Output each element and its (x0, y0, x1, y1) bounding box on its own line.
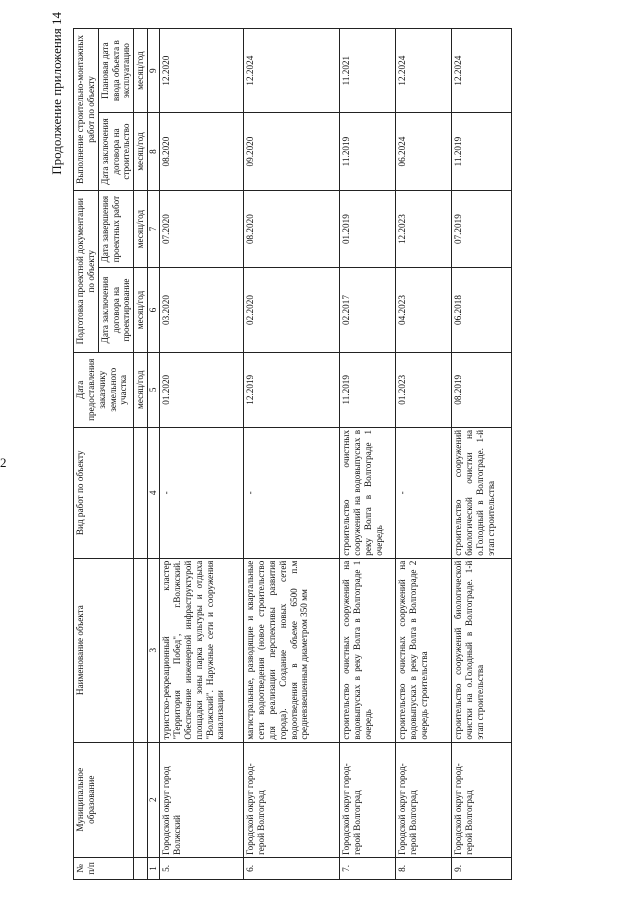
row-object-name: строительство сооружений биологической очистки на о.Голодный в Волгограде. 1-й этап строительства (452, 558, 512, 742)
row-work-type: - (160, 427, 244, 558)
row-municipality: Городской округ город-герой Волгоград (244, 742, 340, 857)
header-build-contract: Дата заключения договора на строительство (98, 113, 134, 191)
row-design-complete: 08.2020 (244, 190, 340, 268)
unit-cell: месяц/год (134, 29, 148, 113)
row-design-complete: 07.2019 (452, 190, 512, 268)
column-number: 8 (148, 113, 160, 191)
unit-cell (134, 427, 148, 558)
page-number: 2 (0, 455, 7, 470)
objects-table (73, 28, 512, 880)
column-number: 2 (148, 742, 160, 857)
column-number: 6 (148, 268, 160, 352)
row-land-date: 08.2019 (452, 352, 512, 427)
row-commission: 12.2024 (396, 29, 452, 113)
row-design-contract: 02.2020 (244, 268, 340, 352)
row-municipality: Городской округ город-герой Волгоград (340, 742, 396, 857)
appendix-title: Продолжение приложения 14 (49, 12, 64, 175)
header-design-contract: Дата заключения договора на проектирование (98, 268, 134, 352)
row-design-complete: 01.2019 (340, 190, 396, 268)
header-land-date: Дата предоставления заказчику земельного участка (74, 352, 134, 427)
row-land-date: 01.2020 (160, 352, 244, 427)
header-num: № п/п (74, 857, 134, 879)
row-build-contract: 11.2019 (452, 113, 512, 191)
row-commission: 11.2021 (340, 29, 396, 113)
row-num: 7. (340, 857, 396, 879)
row-municipality: Городской округ город Волжский (160, 742, 244, 857)
row-build-contract: 06.2024 (396, 113, 452, 191)
unit-cell (134, 558, 148, 742)
units-row (134, 29, 148, 880)
unit-cell (134, 857, 148, 879)
column-number: 9 (148, 29, 160, 113)
row-municipality: Городской округ город-герой Волгоград (452, 742, 512, 857)
row-object-name: туристско-рекреационный кластер "Территория Побед", г.Волжский. Обеспечение инженерной инфраструктурой площадки зоны парка культуры и отдыха "Волжский". Наружные сети и сооружения канализации (160, 558, 244, 742)
row-work-type: строительство очистных сооружений на водовыпусках в реку Волга в Волгограде 1 очередь (340, 427, 396, 558)
unit-cell: месяц/год (134, 352, 148, 427)
row-design-complete: 07.2020 (160, 190, 244, 268)
row-num: 5. (160, 857, 244, 879)
table-row (340, 29, 396, 880)
row-commission: 12.2024 (244, 29, 340, 113)
table-row (452, 29, 512, 880)
table-header-row (74, 29, 99, 880)
header-commission: Плановая дата ввода объекта в эксплуатацию (98, 29, 134, 113)
unit-cell (134, 742, 148, 857)
row-commission: 12.2020 (160, 29, 244, 113)
table-row (396, 29, 452, 880)
row-object-name: строительство очистных сооружений на водовыпусках в реку Волга в Волгограде 1 очередь (340, 558, 396, 742)
row-num: 6. (244, 857, 340, 879)
row-design-contract: 06.2018 (452, 268, 512, 352)
row-work-type: - (244, 427, 340, 558)
row-work-type: - (396, 427, 452, 558)
column-number: 1 (148, 857, 160, 879)
row-land-date: 12.2019 (244, 352, 340, 427)
row-object-name: строительство очистных сооружений на водовыпусках в реку Волга в Волгограде 2 очередь строительства (396, 558, 452, 742)
column-number: 5 (148, 352, 160, 427)
row-build-contract: 09.2020 (244, 113, 340, 191)
header-work-type: Вид работ по объекту (74, 427, 134, 558)
row-land-date: 11.2019 (340, 352, 396, 427)
column-number: 7 (148, 190, 160, 268)
row-build-contract: 08.2020 (160, 113, 244, 191)
row-num: 9. (452, 857, 512, 879)
unit-cell: месяц/год (134, 190, 148, 268)
header-build-group: Выполнение строительно-монтажных работ по объекту (74, 29, 99, 191)
column-numbers-row (148, 29, 160, 880)
row-commission: 12.2024 (452, 29, 512, 113)
row-build-contract: 11.2019 (340, 113, 396, 191)
header-object-name: Наименование объекта (74, 558, 134, 742)
row-design-contract: 02.2017 (340, 268, 396, 352)
row-municipality: Городской округ город-герой Волгоград (396, 742, 452, 857)
document-sheet (45, 0, 605, 890)
unit-cell: месяц/год (134, 113, 148, 191)
row-design-contract: 03.2020 (160, 268, 244, 352)
row-work-type: строительство сооружений биологической очистки на о.Голодный в Волгограде. 1-й этап строительства (452, 427, 512, 558)
column-number: 4 (148, 427, 160, 558)
row-object-name: магистральные, разводящие и квартальные сети водоотведения (новое строительство для реализации перспективы развития города). Создание новых сетей водоотведения в объеме 6500 п.м средневзвешенным диаметром 350 мм (244, 558, 340, 742)
header-design-group: Подготовка проектной документации по объекту (74, 190, 99, 352)
unit-cell: месяц/год (134, 268, 148, 352)
table-row (160, 29, 244, 880)
row-num: 8. (396, 857, 452, 879)
column-number: 3 (148, 558, 160, 742)
row-design-contract: 04.2023 (396, 268, 452, 352)
table-row (244, 29, 340, 880)
header-design-complete: Дата завершения проектных работ (98, 190, 134, 268)
header-municipality: Муниципальное образование (74, 742, 134, 857)
row-design-complete: 12.2023 (396, 190, 452, 268)
row-land-date: 01.2023 (396, 352, 452, 427)
